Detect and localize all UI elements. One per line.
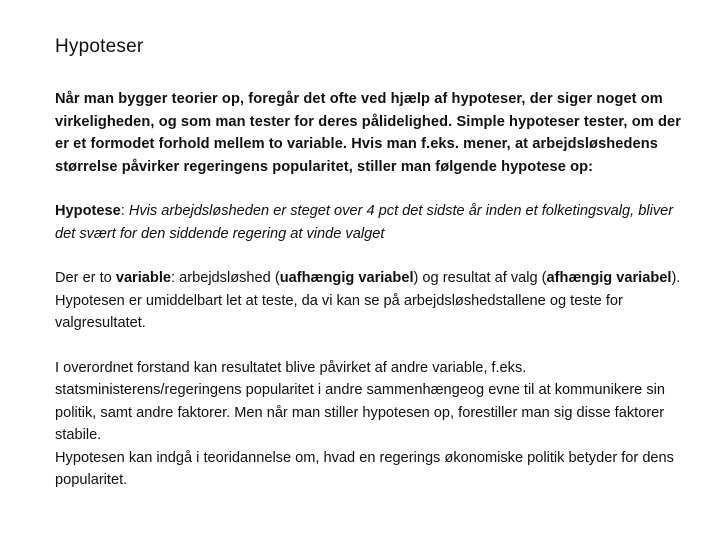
independent-variable-term: uafhængig variabel: [279, 270, 414, 286]
intro-paragraph: Når man bygger teorier op, foregår det ofte ved hjælp af hypoteser, der siger noget om virkeligheden, og som man tester for deres pålidelighed. Simple hypoteser tester, om der er et formodet forhold mellem to variable. Hvis man f.eks. mener, at arbejdsløshedens størrelse påvirker regeringens popularitet, stiller man følgende hypotese op:: [55, 91, 681, 175]
closing-paragraph: Hypotesen kan indgå i teoridannelse om, hvad en regerings økonomiske politik betyder for dens popularitet.: [55, 449, 674, 488]
hypothesis-text: Hvis arbejdsløsheden er steget over 4 pct det sidste år inden et folketingsvalg, bliver det svært for den siddende regering at vinde valget: [55, 203, 674, 242]
variables-text-2: : arbejdsløshed (: [171, 270, 280, 286]
spacer: [55, 178, 685, 200]
hypothesis-label: Hypotese: [55, 203, 121, 219]
variables-paragraph: [55, 267, 685, 335]
variables-text-1: Der er to: [55, 270, 116, 286]
dependent-variable-term: afhængig variabel: [546, 270, 672, 286]
slide-body: [55, 88, 685, 492]
variables-term: variable: [115, 270, 171, 286]
variables-text-3: ) og resultat af valg (: [413, 270, 547, 286]
spacer: [55, 245, 685, 267]
hypothesis-paragraph: [55, 200, 685, 245]
spacer: [55, 335, 685, 357]
hypothesis-colon: :: [120, 203, 129, 219]
overall-paragraph: I overordnet forstand kan resultatet blive påvirket af andre variable, f.eks. statsministerens/regeringens popularitet i andre sammenhængeog evne til at kommunikere sin politik, samt andre faktorer. Men når man stiller hypotesen op, forestiller man sig disse faktorer stabile.: [55, 359, 666, 443]
variables-text-4: ). Hypotesen er umiddelbart let at teste, da vi kan se på arbejdsløshedstallene og teste for valgresultatet.: [55, 270, 681, 331]
slide-title: Hypoteser: [55, 36, 144, 57]
